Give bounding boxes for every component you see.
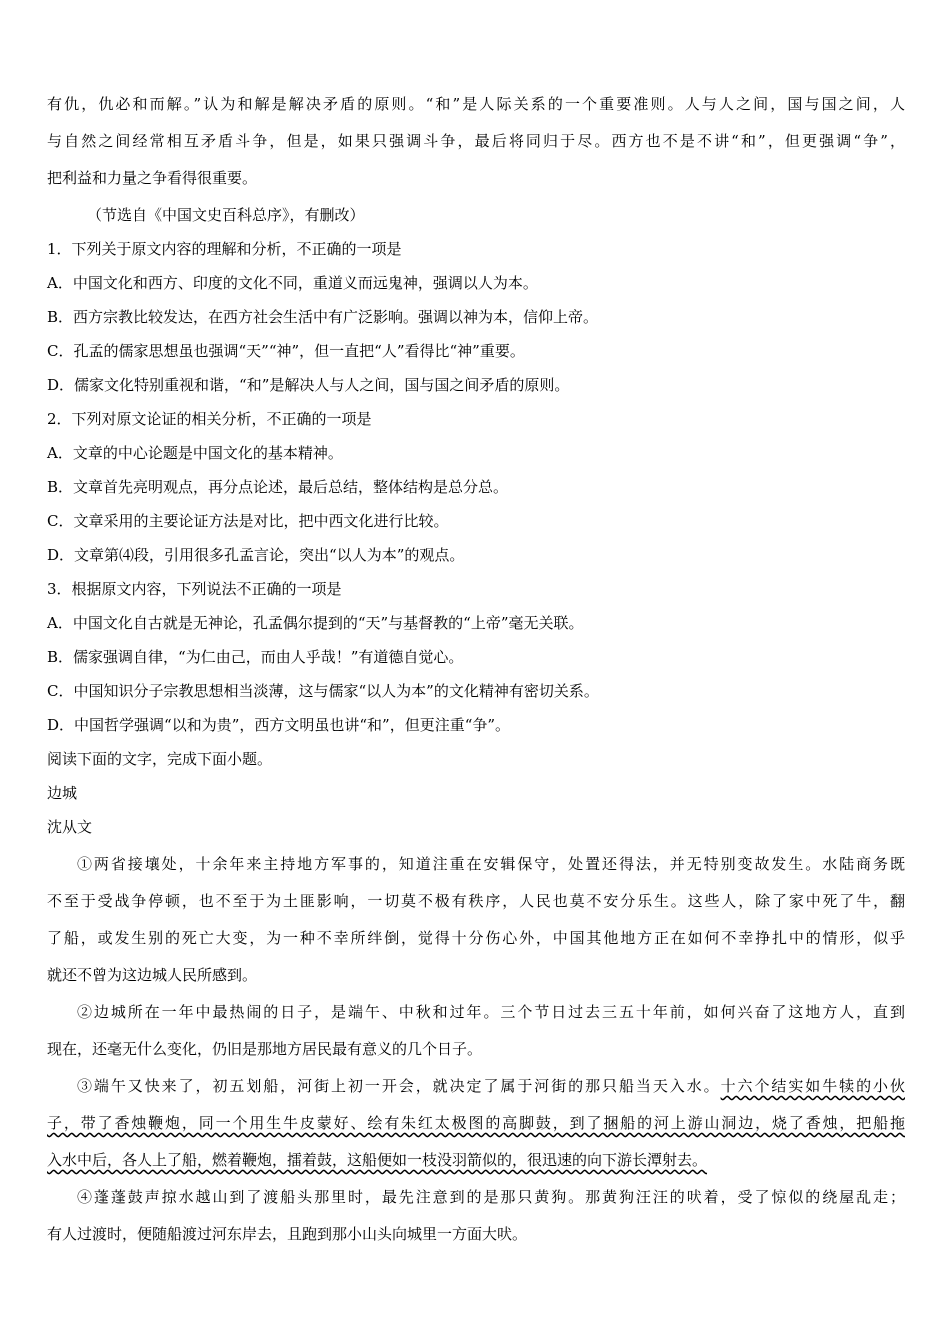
story-paragraph-1-line: ①两省接壤处，十余年来主持地方军事的，知道注重在安辑保守，处置还得法，并无特别变故发生。水陆商务既: [77, 855, 905, 873]
passage-line: 有仇，仇必和而解。”认为和解是解决矛盾的原则。“和”是人际关系的一个重要准则。人与人之间，国与国之间，人: [47, 95, 905, 113]
underlined-passage: 十六个结实如牛犊的小伙: [720, 1077, 905, 1095]
story-paragraph-2-line: ②边城所在一年中最热闹的日子，是端午、中秋和过年。三个节日过去三五十年前，如何兴奋了这地方人，直到: [77, 1003, 905, 1021]
story-author: 沈从文: [47, 818, 93, 836]
story-paragraph-3-line: [47, 1150, 707, 1170]
story-paragraph-1-line: 了船，或发生别的死亡大变，为一种不幸所绊倒，觉得十分伤心外，中国其他地方正在如何不幸挣扎中的情形，似乎: [47, 929, 905, 947]
source-note: （节选自《中国文史百科总序》，有删改）: [87, 206, 365, 224]
question-3-option-c: C．中国知识分子宗教思想相当淡薄，这与儒家“以人为本”的文化精神有密切关系。: [47, 682, 599, 700]
reading-instruction: 阅读下面的文字，完成下面小题。: [47, 750, 273, 768]
question-2-option-d: D．文章第⑷段，引用很多孔孟言论，突出“以人为本”的观点。: [47, 546, 465, 564]
question-3-option-b: B．儒家强调自律，“为仁由己，而由人乎哉！”有道德自觉心。: [47, 648, 464, 666]
story-paragraph-1-line: 不至于受战争停顿，也不至于为土匪影响，一切莫不极有秩序，人民也莫不安分乐生。这些人，除了家中死了牛，翻: [47, 892, 905, 910]
story-title: 边城: [47, 784, 78, 802]
story-paragraph-3-text: ③端午又快来了，初五划船，河街上初一开会，就决定了属于河街的那只船当天入水。: [77, 1077, 721, 1095]
story-paragraph-4-line: 有人过渡时，便随船渡过河东岸去，且跑到那小山头向城里一方面大吠。: [47, 1225, 528, 1243]
question-1-option-a: A．中国文化和西方、印度的文化不同，重道义而远鬼神，强调以人为本。: [47, 274, 538, 292]
story-paragraph-2-line: 现在，还毫无什么变化，仍旧是那地方居民最有意义的几个日子。: [47, 1040, 483, 1058]
question-1-option-c: C．孔孟的儒家思想虽也强调“天”“神”，但一直把“人”看得比“神”重要。: [47, 342, 525, 360]
question-1-option-b: B．西方宗教比较发达，在西方社会生活中有广泛影响。强调以神为本，信仰上帝。: [47, 308, 599, 326]
story-paragraph-3-line: [77, 1076, 905, 1096]
question-2-stem: 2．下列对原文论证的相关分析，不正确的一项是: [47, 410, 372, 428]
question-2-option-b: B．文章首先亮明观点，再分点论述，最后总结，整体结构是总分总。: [47, 478, 509, 496]
question-3-stem: 3．根据原文内容，下列说法不正确的一项是: [47, 580, 342, 598]
question-3-option-d: D．中国哲学强调“以和为贵”，西方文明虽也讲“和”，但更注重“争”。: [47, 716, 511, 734]
underlined-passage: 子，带了香烛鞭炮，同一个用生牛皮蒙好、绘有朱红太极图的高脚鼓，到了捆船的河上游山洞边，烧了香烛，把船拖: [47, 1114, 905, 1132]
question-1-option-d: D．儒家文化特别重视和谐，“和”是解决人与人之间，国与国之间矛盾的原则。: [47, 376, 570, 394]
underlined-passage: 入水中后，各人上了船，燃着鞭炮，擂着鼓，这船便如一枝没羽箭似的，很迅速的向下游长潭射去。: [47, 1151, 708, 1169]
question-1-stem: 1．下列关于原文内容的理解和分析，不正确的一项是: [47, 240, 402, 258]
passage-line: 把利益和力量之争看得很重要。: [47, 169, 258, 187]
story-paragraph-4-line: ④蓬蓬鼓声掠水越山到了渡船头那里时，最先注意到的是那只黄狗。那黄狗汪汪的吠着，受了惊似的绕屋乱走；: [77, 1188, 905, 1206]
passage-line: 与自然之间经常相互矛盾斗争，但是，如果只强调斗争，最后将同归于尽。西方也不是不讲“和”，但更强调“争”，: [47, 132, 905, 150]
story-paragraph-1-line: 就还不曾为这边城人民所感到。: [47, 966, 258, 984]
question-2-option-a: A．文章的中心论题是中国文化的基本精神。: [47, 444, 343, 462]
question-3-option-a: A．中国文化自古就是无神论，孔孟偶尔提到的“天”与基督教的“上帝”毫无关联。: [47, 614, 584, 632]
question-2-option-c: C．文章采用的主要论证方法是对比，把中西文化进行比较。: [47, 512, 449, 530]
